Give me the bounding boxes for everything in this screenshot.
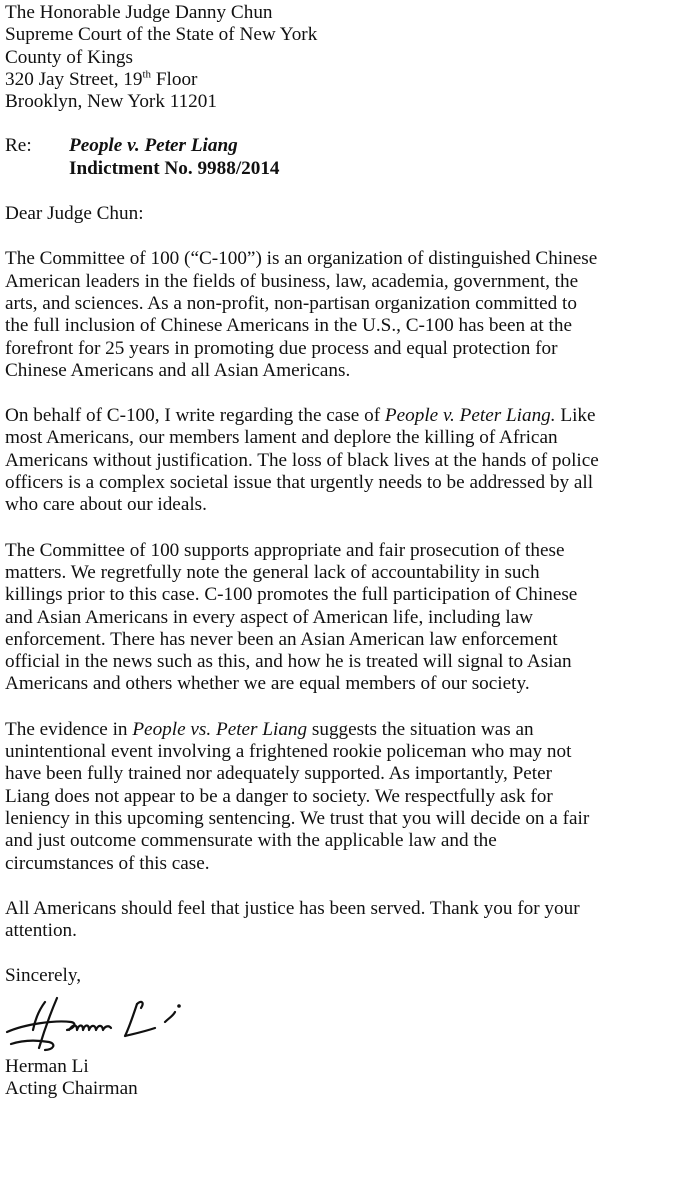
paragraph-line: The Committee of 100 supports appropriate and fair prosecution of these	[5, 539, 565, 561]
paragraph-line: Americans and others whether we are equal members of our society.	[5, 673, 530, 695]
address-line-city: Brooklyn, New York 11201	[5, 91, 217, 113]
text-run: The evidence in	[5, 718, 133, 740]
paragraph-line: Liang does not appear to be a danger to society. We respectfully ask for	[5, 785, 553, 807]
paragraph-3	[5, 540, 665, 696]
handwritten-signature	[5, 990, 195, 1056]
paragraph-line: and Asian Americans in every aspect of American life, including law	[5, 606, 534, 628]
closing: Sincerely,	[5, 965, 82, 987]
recipient-address	[5, 2, 665, 113]
address-line-judge: The Honorable Judge Danny Chun	[5, 2, 273, 23]
case-citation: People vs. Peter Liang	[132, 718, 308, 740]
re-content	[69, 135, 280, 180]
case-name: People v. Peter Liang	[69, 135, 238, 157]
text-run: suggests the situation was an	[307, 718, 534, 740]
text-run: On behalf of C-100, I write regarding the case of	[5, 405, 385, 427]
street-text: 320 Jay Street, 19	[5, 68, 143, 90]
indictment-number: Indictment No. 9988/2014	[69, 157, 280, 179]
salutation: Dear Judge Chun:	[5, 203, 144, 225]
paragraph-2	[5, 405, 665, 516]
paragraph-line: matters. We regretfully note the general lack of accountability in such	[5, 561, 540, 583]
paragraph-line	[5, 405, 665, 427]
re-label: Re:	[5, 135, 32, 157]
paragraph-line: forefront for 25 years in promoting due process and equal protection for	[5, 337, 558, 359]
floor-text: Floor	[151, 68, 198, 90]
paragraph-line: and just outcome commensurate with the applicable law and the	[5, 830, 497, 852]
paragraph-line: who care about our ideals.	[5, 494, 207, 516]
paragraph-line: circumstances of this case.	[5, 852, 210, 874]
paragraph-line: leniency in this upcoming sentencing. We trust that you will decide on a fair	[5, 807, 590, 829]
paragraph-line: have been fully trained nor adequately supported. As importantly, Peter	[5, 763, 553, 785]
paragraph-line: the full inclusion of Chinese Americans in the U.S., C-100 has been at the	[5, 315, 572, 337]
address-line-court: Supreme Court of the State of New York	[5, 24, 318, 46]
signer-title: Acting Chairman	[5, 1077, 138, 1099]
paragraph-line: attention.	[5, 920, 77, 942]
paragraph-line: All Americans should feel that justice has been served. Thank you for your	[5, 897, 580, 919]
case-citation: People v. Peter Liang.	[384, 405, 556, 427]
paragraph-line	[5, 719, 665, 741]
paragraph-line: The Committee of 100 (“C-100”) is an organization of distinguished Chinese	[5, 248, 598, 270]
paragraph-line: Americans without justification. The loss of black lives at the hands of police	[5, 449, 599, 471]
text-run: Like	[555, 405, 596, 427]
paragraph-1	[5, 248, 665, 382]
paragraph-line: Chinese Americans and all Asian Americans.	[5, 359, 351, 381]
paragraph-4	[5, 719, 665, 875]
paragraph-line: arts, and sciences. As a non-profit, non-partisan organization committed to	[5, 292, 577, 314]
paragraph-line: most Americans, our members lament and deplore the killing of African	[5, 427, 558, 449]
ordinal-suffix: th	[142, 68, 152, 81]
paragraph-line: killings prior to this case. C-100 promotes the full participation of Chinese	[5, 584, 578, 606]
paragraph-line: enforcement. There has never been an Asian American law enforcement	[5, 628, 558, 650]
paragraph-line: officers is a complex societal issue that urgently needs to be addressed by all	[5, 472, 594, 494]
paragraph-line: official in the news such as this, and how he is treated will signal to Asian	[5, 651, 572, 673]
signer-name: Herman Li	[5, 1055, 89, 1077]
address-line-street	[5, 69, 665, 91]
re-block	[5, 135, 665, 180]
paragraph-line: unintentional event involving a frightened rookie policeman who may not	[5, 741, 572, 763]
paragraph-5	[5, 898, 665, 943]
address-line-county: County of Kings	[5, 46, 133, 68]
paragraph-line: American leaders in the fields of business, law, academia, government, the	[5, 270, 579, 292]
